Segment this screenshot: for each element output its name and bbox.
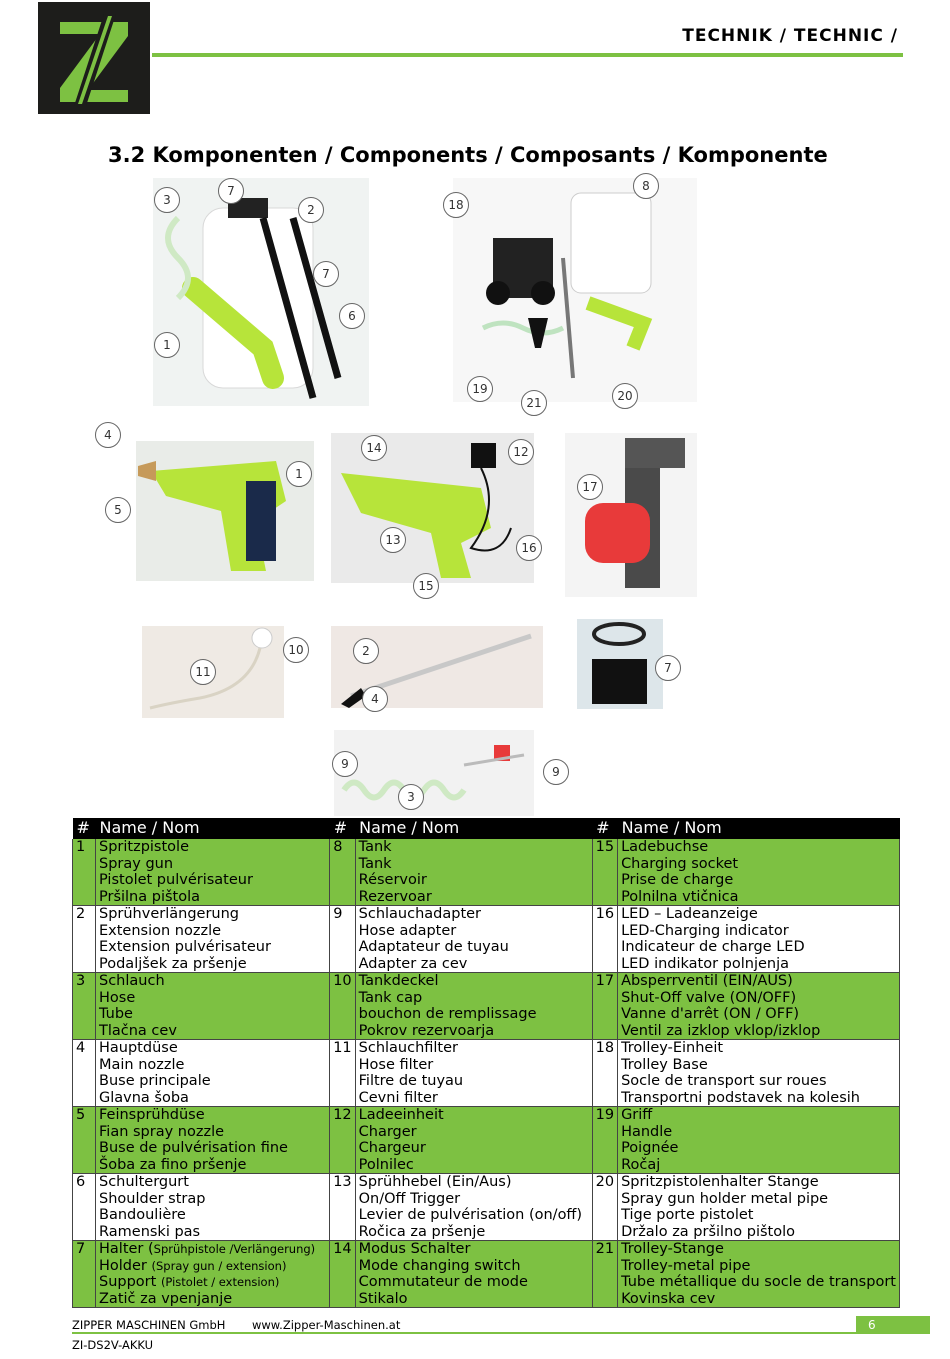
- callout-21: 21: [521, 390, 547, 416]
- part-number: 19: [592, 1107, 617, 1174]
- part-name-line: [359, 923, 589, 940]
- part-name-line: [99, 839, 326, 856]
- part-name-line: [621, 906, 896, 923]
- part-name-text: Handle: [621, 1123, 673, 1140]
- part-number: 20: [592, 1174, 617, 1241]
- part-name-line: [621, 889, 896, 906]
- part-name-text: bouchon de remplissage: [358, 1006, 537, 1022]
- callout-10: 10: [283, 637, 309, 663]
- callout-9b: 9: [543, 759, 569, 785]
- part-names: [618, 906, 900, 973]
- part-name-line: [359, 1258, 589, 1275]
- part-name-text: Hose: [99, 989, 136, 1006]
- part-names: [96, 839, 330, 906]
- part-name-line: [99, 1090, 326, 1107]
- callout-16: 16: [516, 535, 542, 561]
- part-name-line: [99, 872, 326, 889]
- part-number: 6: [73, 1174, 96, 1241]
- part-name-detail: Sprühpistole /Verlängerung): [153, 1242, 316, 1256]
- part-name-line: [621, 1140, 896, 1157]
- part-name-text: Griff: [621, 1107, 653, 1123]
- part-name-line: [621, 939, 896, 956]
- part-names: [96, 1040, 330, 1107]
- part-name-text: Tlačna cev: [99, 1022, 177, 1039]
- footer-rule: [72, 1332, 860, 1334]
- part-number: 1: [73, 839, 96, 906]
- part-name-text: Trolley-metal pipe: [621, 1257, 751, 1274]
- part-name-text: Spritzpistolenhalter Stange: [621, 1174, 819, 1190]
- part-name-text: Adaptateur de tuyau: [358, 939, 509, 955]
- part-name-line: [621, 1040, 896, 1057]
- part-name-line: [359, 1241, 589, 1258]
- part-name-text: Indicateur de charge LED: [621, 939, 805, 955]
- part-name-text: Charging socket: [621, 855, 739, 872]
- parts-table: [72, 818, 900, 1308]
- part-name-text: Bandoulière: [99, 1207, 186, 1223]
- table-row: [73, 906, 900, 973]
- part-name-line: [621, 1274, 896, 1291]
- part-name-text: Tank: [358, 855, 392, 872]
- part-name-text: Tankdeckel: [358, 973, 439, 989]
- part-name-text: Sprühverlängerung: [99, 906, 239, 922]
- part-name-text: Modus Schalter: [358, 1241, 471, 1257]
- callout-6: 6: [339, 303, 365, 329]
- callout-14: 14: [361, 435, 387, 461]
- part-name-line: [621, 1191, 896, 1208]
- part-name-text: Schultergurt: [99, 1174, 189, 1190]
- part-name-text: Shut-Off valve (ON/OFF): [621, 989, 797, 1006]
- callout-1: 1: [154, 332, 180, 358]
- part-name-line: [359, 889, 589, 906]
- part-number: 11: [330, 1040, 355, 1107]
- part-name-text: Absperrventil (EIN/AUS): [621, 973, 793, 989]
- shut-off-valve-image: [565, 433, 697, 597]
- part-name-line: [99, 1191, 326, 1208]
- part-name-text: Tube: [99, 1006, 133, 1022]
- part-names: [618, 1241, 900, 1308]
- part-name-line: [621, 872, 896, 889]
- part-name-line: [99, 1140, 326, 1157]
- part-name-line: [359, 1057, 589, 1074]
- part-name-line: [99, 1124, 326, 1141]
- part-name-detail: (Pistolet / extension): [160, 1275, 280, 1289]
- part-name-line: [621, 923, 896, 940]
- part-number: 14: [330, 1241, 355, 1308]
- part-number: 18: [592, 1040, 617, 1107]
- part-name-text: Mode changing switch: [358, 1257, 521, 1274]
- part-name-line: [359, 1174, 589, 1191]
- part-name-text: Pršilna pištola: [99, 888, 201, 905]
- part-name-text: Polnilna vtičnica: [621, 888, 739, 905]
- part-name-line: [99, 856, 326, 873]
- part-name-text: Trolley Base: [621, 1056, 708, 1073]
- part-name-line: [621, 1023, 896, 1040]
- part-name-line: [99, 1174, 326, 1191]
- part-name-text: Poignée: [621, 1140, 679, 1156]
- part-name-text: Glavna šoba: [99, 1089, 189, 1106]
- part-name-line: [621, 1174, 896, 1191]
- part-name-line: [359, 1274, 589, 1291]
- part-name-line: [359, 906, 589, 923]
- part-name-line: [621, 990, 896, 1007]
- col-name-2: Name / Nom: [355, 818, 592, 839]
- part-name-text: Spray gun holder metal pipe: [621, 1190, 829, 1207]
- part-name-line: [99, 1107, 326, 1124]
- part-name-text: Ladeeinheit: [358, 1107, 444, 1123]
- part-name-text: Pokrov rezervoarja: [358, 1022, 495, 1039]
- part-name-line: [359, 1040, 589, 1057]
- part-name-line: [621, 1057, 896, 1074]
- part-name-line: [359, 839, 589, 856]
- callout-3b: 3: [398, 784, 424, 810]
- part-name-line: [99, 1258, 326, 1275]
- part-names: [96, 1107, 330, 1174]
- part-name-line: [359, 872, 589, 889]
- part-name-text: Main nozzle: [99, 1056, 185, 1073]
- part-name-detail: (Spray gun / extension): [151, 1258, 287, 1273]
- part-name-text: Commutateur de mode: [358, 1274, 528, 1290]
- part-name-text: Kovinska cev: [621, 1290, 716, 1307]
- part-name-text: Feinsprühdüse: [99, 1107, 205, 1123]
- table-row: [73, 1040, 900, 1107]
- part-name-line: [99, 1274, 326, 1291]
- part-name-text: Šoba za fino pršenje: [99, 1156, 247, 1173]
- part-name-line: [359, 1090, 589, 1107]
- part-name-line: [359, 939, 589, 956]
- part-name-line: [621, 1207, 896, 1224]
- col-num-2: #: [330, 818, 355, 839]
- part-name-line: [359, 956, 589, 973]
- part-name-line: [359, 990, 589, 1007]
- part-name-text: Tube métallique du socle de transport: [621, 1274, 896, 1290]
- part-name-line: [359, 1140, 589, 1157]
- part-number: 2: [73, 906, 96, 973]
- footer-model: ZI-DS2V-AKKU: [72, 1338, 154, 1352]
- part-name-text: Tank cap: [358, 989, 423, 1006]
- hose-image: [334, 730, 534, 816]
- part-number: 8: [330, 839, 355, 906]
- part-number: 12: [330, 1107, 355, 1174]
- col-name-3: Name / Nom: [618, 818, 900, 839]
- part-name-line: [621, 956, 896, 973]
- part-name-text: Réservoir: [358, 872, 427, 888]
- part-name-text: Tige porte pistolet: [621, 1207, 754, 1223]
- part-names: [355, 906, 592, 973]
- part-name-text: Fian spray nozzle: [99, 1123, 225, 1140]
- part-name-text: Trolley-Stange: [621, 1241, 724, 1257]
- part-name-text: Podaljšek za pršenje: [99, 955, 247, 972]
- part-name-text: Ročaj: [621, 1156, 661, 1173]
- part-name-line: [621, 1124, 896, 1141]
- part-name-text: Cevni filter: [358, 1089, 438, 1106]
- part-name-line: [359, 1191, 589, 1208]
- part-names: [355, 973, 592, 1040]
- part-names: [618, 839, 900, 906]
- part-name-line: [621, 1006, 896, 1023]
- callout-9: 9: [332, 751, 358, 777]
- callout-19: 19: [467, 376, 493, 402]
- table-row: [73, 973, 900, 1040]
- part-names: [96, 973, 330, 1040]
- part-number: 5: [73, 1107, 96, 1174]
- part-name-text: LED indikator polnjenja: [621, 955, 790, 972]
- part-name-line: [359, 1224, 589, 1241]
- part-number: 10: [330, 973, 355, 1040]
- part-name-line: [621, 973, 896, 990]
- part-name-line: [99, 1040, 326, 1057]
- part-name-line: [359, 1107, 589, 1124]
- part-names: [618, 1040, 900, 1107]
- part-name-text: Chargeur: [358, 1140, 426, 1156]
- part-names: [618, 1174, 900, 1241]
- part-name-text: Ventil za izklop vklop/izklop: [621, 1022, 821, 1039]
- part-number: 15: [592, 839, 617, 906]
- callout-11: 11: [190, 659, 216, 685]
- part-name-line: [99, 1207, 326, 1224]
- callout-17: 17: [577, 474, 603, 500]
- part-name-text: Holder: [99, 1257, 152, 1274]
- callout-7: 7: [218, 178, 244, 204]
- part-name-text: Filtre de tuyau: [358, 1073, 464, 1089]
- part-name-text: Schlauch: [99, 973, 165, 989]
- callout-5: 5: [105, 497, 131, 523]
- callout-7c: 7: [655, 655, 681, 681]
- part-name-text: Tank: [358, 839, 392, 855]
- part-name-line: [359, 1023, 589, 1040]
- spray-gun-image: [136, 441, 314, 581]
- callout-12: 12: [508, 439, 534, 465]
- part-number: 21: [592, 1241, 617, 1308]
- part-name-text: Schlauchadapter: [358, 906, 482, 922]
- part-name-text: Support: [99, 1274, 161, 1290]
- part-number: 4: [73, 1040, 96, 1107]
- col-num-1: #: [73, 818, 96, 839]
- part-name-line: [99, 1073, 326, 1090]
- part-name-text: Extension pulvérisateur: [99, 939, 271, 955]
- part-name-text: Charger: [358, 1123, 417, 1140]
- part-number: 3: [73, 973, 96, 1040]
- part-name-line: [359, 856, 589, 873]
- part-name-text: Rezervoar: [358, 888, 432, 905]
- part-number: 13: [330, 1174, 355, 1241]
- table-row: [73, 1241, 900, 1308]
- part-name-text: LED-Charging indicator: [621, 922, 789, 939]
- table-row: [73, 839, 900, 906]
- extension-nozzle-image: [331, 626, 543, 708]
- part-names: [96, 1241, 330, 1308]
- gun-charger-image: [331, 433, 537, 583]
- part-name-text: Hauptdüse: [99, 1040, 178, 1056]
- callout-3: 3: [154, 187, 180, 213]
- part-names: [96, 906, 330, 973]
- callout-1b: 1: [286, 461, 312, 487]
- hose-filter-image: [142, 626, 284, 718]
- part-names: [355, 839, 592, 906]
- part-name-text: Hose filter: [358, 1056, 434, 1073]
- part-name-text: Spritzpistole: [99, 839, 189, 855]
- part-name-line: [621, 1090, 896, 1107]
- part-name-text: Ramenski pas: [99, 1223, 201, 1240]
- table-row: [73, 1107, 900, 1174]
- part-name-line: [359, 1073, 589, 1090]
- part-number: 16: [592, 906, 617, 973]
- part-name-line: [99, 1291, 326, 1308]
- part-name-line: [99, 889, 326, 906]
- part-name-text: Prise de charge: [621, 872, 734, 888]
- part-name-line: [621, 1224, 896, 1241]
- part-name-text: Extension nozzle: [99, 922, 222, 939]
- table-row: [73, 1174, 900, 1241]
- part-name-line: [99, 1023, 326, 1040]
- part-name-text: Spray gun: [99, 855, 174, 872]
- part-number: 9: [330, 906, 355, 973]
- part-name-line: [621, 839, 896, 856]
- part-name-line: [359, 1291, 589, 1308]
- part-names: [96, 1174, 330, 1241]
- part-name-line: [359, 1207, 589, 1224]
- part-name-line: [99, 1224, 326, 1241]
- callout-2b: 2: [353, 638, 379, 664]
- col-num-3: #: [592, 818, 617, 839]
- part-name-line: [621, 1258, 896, 1275]
- section-title: 3.2 Komponenten / Components / Composants / Komponente: [108, 143, 828, 167]
- part-name-text: On/Off Trigger: [358, 1190, 461, 1207]
- part-names: [355, 1040, 592, 1107]
- part-name-text: Ročica za pršenje: [358, 1223, 486, 1240]
- part-name-text: Buse principale: [99, 1073, 211, 1089]
- part-name-line: [99, 973, 326, 990]
- table-header-row: [73, 818, 900, 839]
- part-name-text: Sprühhebel (Ein/Aus): [358, 1174, 512, 1190]
- part-name-line: [99, 906, 326, 923]
- header-rule: [152, 53, 903, 57]
- part-name-text: Levier de pulvérisation (on/off): [358, 1207, 583, 1223]
- part-name-text: Halter (: [99, 1241, 154, 1257]
- part-names: [355, 1241, 592, 1308]
- callout-7b: 7: [313, 261, 339, 287]
- part-number: 7: [73, 1241, 96, 1308]
- part-names: [355, 1107, 592, 1174]
- part-name-line: [621, 1073, 896, 1090]
- part-name-text: Adapter za cev: [358, 955, 468, 972]
- header-title: TECHNIK / TECHNIC /: [682, 26, 898, 46]
- part-name-text: Trolley-Einheit: [621, 1040, 724, 1056]
- part-name-line: [99, 939, 326, 956]
- page-number: 6: [856, 1316, 930, 1334]
- callout-13: 13: [380, 527, 406, 553]
- trolley-components-image: [448, 178, 697, 410]
- part-name-text: Transportni podstavek na kolesih: [621, 1089, 861, 1106]
- part-name-line: [99, 1006, 326, 1023]
- part-names: [618, 973, 900, 1040]
- part-name-line: [99, 990, 326, 1007]
- part-name-text: LED – Ladeanzeige: [621, 906, 758, 922]
- part-name-line: [621, 1291, 896, 1308]
- part-name-line: [99, 923, 326, 940]
- part-name-line: [621, 856, 896, 873]
- part-name-text: Pistolet pulvérisateur: [99, 872, 253, 888]
- part-name-text: Stikalo: [358, 1290, 408, 1307]
- part-number: 17: [592, 973, 617, 1040]
- footer-company: ZIPPER MASCHINEN GmbH: [72, 1318, 226, 1332]
- part-name-line: [99, 1157, 326, 1174]
- part-name-text: Buse de pulvérisation fine: [99, 1140, 288, 1156]
- part-name-line: [621, 1157, 896, 1174]
- part-name-text: Zatič za vpenjanje: [99, 1290, 233, 1307]
- part-name-text: Polnilec: [358, 1156, 414, 1173]
- part-name-text: Vanne d'arrêt (ON / OFF): [621, 1006, 800, 1022]
- col-name-1: Name / Nom: [96, 818, 330, 839]
- part-name-line: [359, 1006, 589, 1023]
- part-name-line: [99, 1241, 326, 1258]
- part-name-text: Ladebuchse: [621, 839, 709, 855]
- callout-20: 20: [612, 383, 638, 409]
- callout-18: 18: [443, 192, 469, 218]
- part-name-text: Hose adapter: [358, 922, 457, 939]
- part-name-line: [621, 1107, 896, 1124]
- callout-4b: 4: [362, 686, 388, 712]
- callout-2: 2: [298, 197, 324, 223]
- callout-15: 15: [413, 573, 439, 599]
- part-name-line: [359, 1157, 589, 1174]
- part-name-line: [359, 973, 589, 990]
- part-name-text: Držalo za pršilno pištolo: [621, 1223, 795, 1240]
- sprayer-backpack-image: [153, 178, 369, 406]
- zipper-logo: [38, 2, 150, 114]
- part-name-line: [359, 1124, 589, 1141]
- part-name-line: [621, 1241, 896, 1258]
- part-name-line: [99, 1057, 326, 1074]
- part-names: [355, 1174, 592, 1241]
- holder-image: [577, 619, 663, 709]
- part-name-text: Schlauchfilter: [358, 1040, 459, 1056]
- part-name-line: [99, 956, 326, 973]
- part-names: [618, 1107, 900, 1174]
- part-name-text: Socle de transport sur roues: [621, 1073, 827, 1089]
- callout-4: 4: [95, 422, 121, 448]
- footer-url[interactable]: www.Zipper-Maschinen.at: [252, 1318, 401, 1332]
- part-name-text: Shoulder strap: [99, 1190, 206, 1207]
- callout-8: 8: [633, 173, 659, 199]
